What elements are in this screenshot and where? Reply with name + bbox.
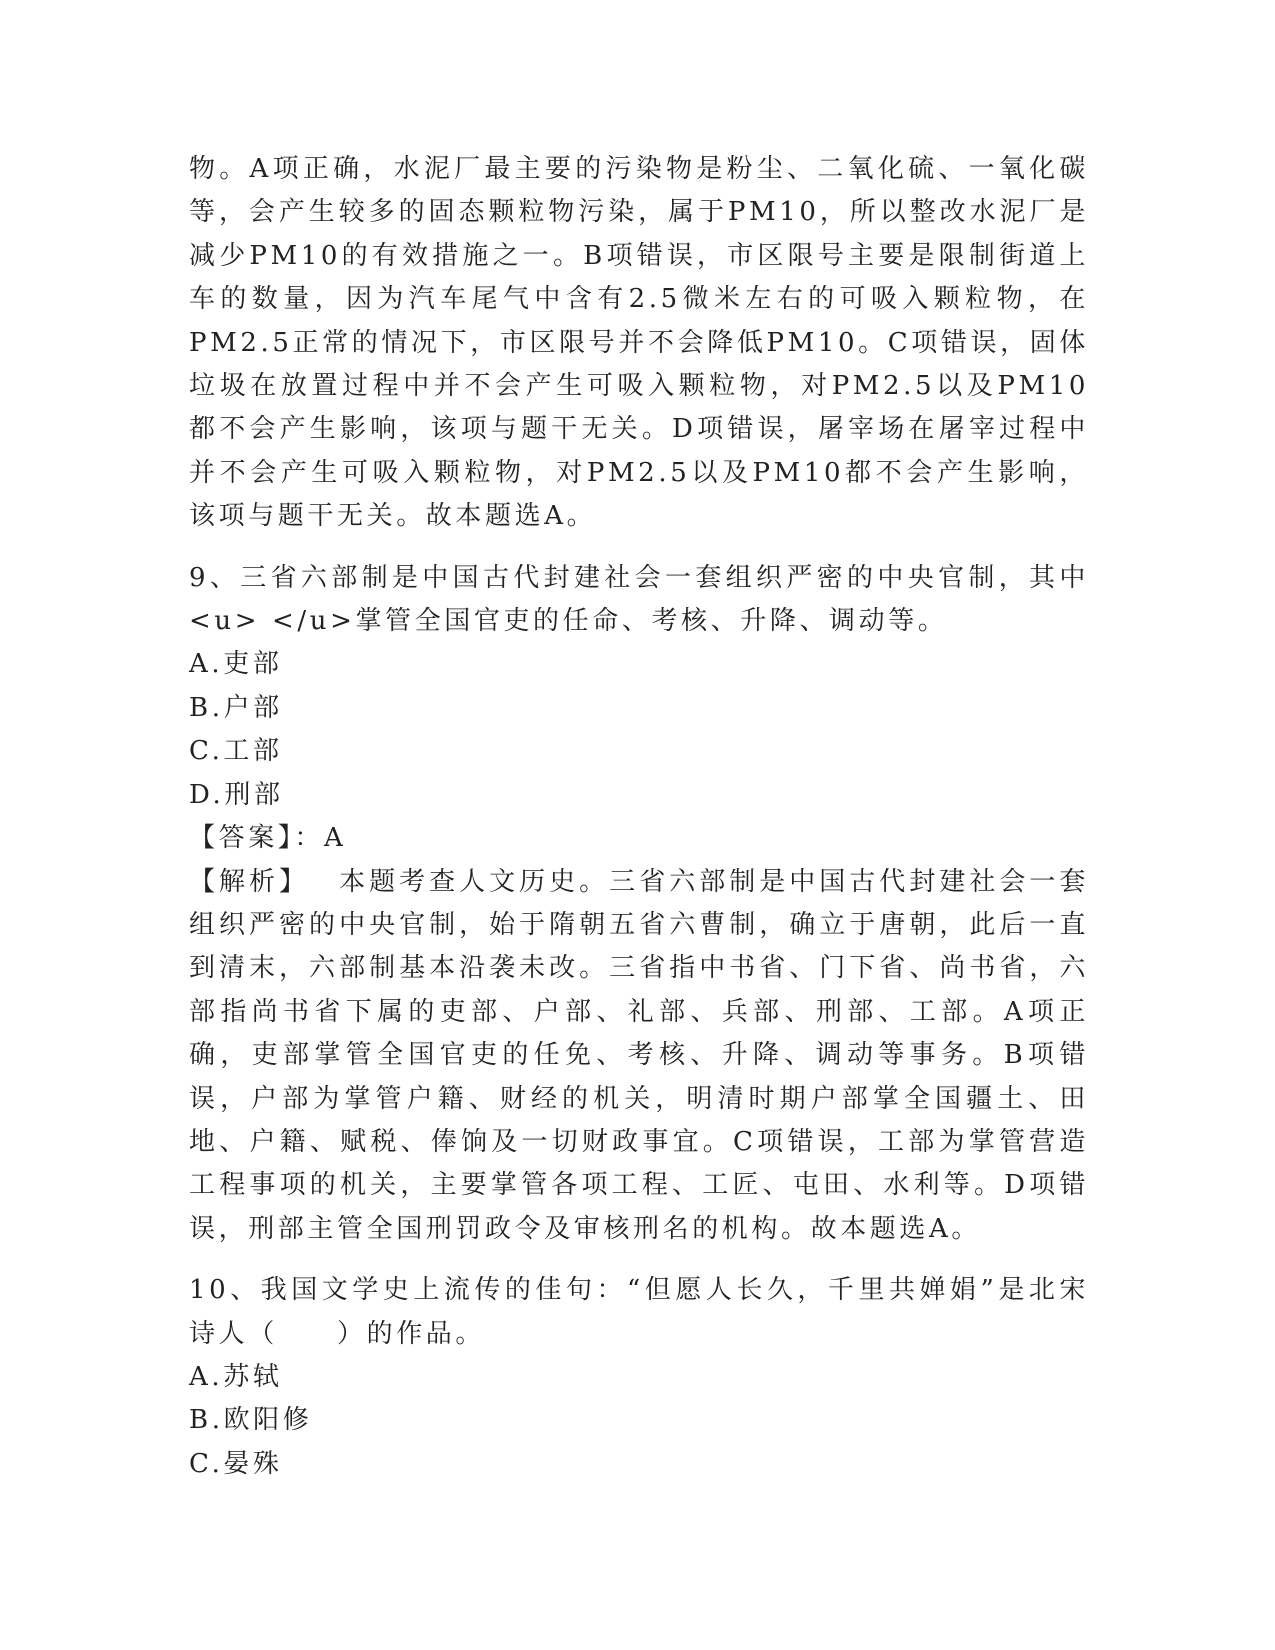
prev-explanation-text: 物。A项正确，水泥厂最主要的污染物是粉尘、二氧化硫、一氧化碳等，会产生较多的固态颗粒物污染，属于PM10，所以整改水泥厂是减少PM10的有效措施之一。B项错误，市区限号主要是限制街道上车的数量，因为汽车尾气中含有2.5微米左右的可吸入颗粒物，在PM2.5正常的情况下，市区限号并不会降低PM10。C项错误，固体垃圾在放置过程中并不会产生可吸入颗粒物，对PM2.5以及PM10都不会产生影响，该项与题干无关。D项错误，屠宰场在屠宰过程中并不会产生可吸入颗粒物，对PM2.5以及PM10都不会产生影响，该项与题干无关。故本题选A。 bbox=[189, 154, 1089, 532]
analysis-text: 本题考查人文历史。三省六部制是中国古代封建社会一套组织严密的中央官制，始于隋朝五省六曹制，确立于唐朝，此后一直到清末，六部制基本沿袭未改。三省指中书省、门下省、尚书省，六部指尚书省下属的吏部、户部、礼部、兵部、刑部、工部。A项正确，吏部掌管全国官吏的任免、考核、升降、调动等事务。B项错误，户部为掌管户籍、财经的机关，明清时期户部掌全国疆土、田地、户籍、赋税、俸饷及一切财政事宜。C项错误，工部为掌管营造工程事项的机关，主要掌管各项工程、工匠、屯田、水利等。D项错误，刑部主管全国刑罚政令及审核刑名的机构。故本题选A。 bbox=[189, 866, 1089, 1244]
question-9-option-d: D.刑部 bbox=[189, 779, 284, 810]
question-10-option-a: A.苏轼 bbox=[189, 1361, 283, 1392]
question-9-option-b: B.户部 bbox=[189, 692, 283, 723]
question-10-option-b: B.欧阳修 bbox=[189, 1405, 313, 1436]
question-9-option-a: A.吏部 bbox=[189, 649, 283, 680]
spacer bbox=[189, 539, 1089, 557]
question-10-option-c: C.晏殊 bbox=[189, 1448, 283, 1479]
question-9-answer: 【答案】：A bbox=[189, 823, 347, 854]
question-10-stem: 10、我国文学史上流传的佳句：“但愿人长久，千里共婵娟”是北宋诗人（ ）的作品。 bbox=[189, 1275, 1089, 1349]
document-page bbox=[189, 148, 1089, 1486]
spacer bbox=[189, 1251, 1089, 1269]
question-9-stem: 9、三省六部制是中国古代封建社会一套组织严密的中央官制，其中<u> </u>掌管全国官吏的任命、考核、升降、调动等。 bbox=[189, 562, 1089, 637]
question-9-option-c: C.工部 bbox=[189, 736, 283, 767]
analysis-label: 【解析】 bbox=[189, 866, 310, 897]
question-9-analysis bbox=[189, 861, 1089, 1252]
